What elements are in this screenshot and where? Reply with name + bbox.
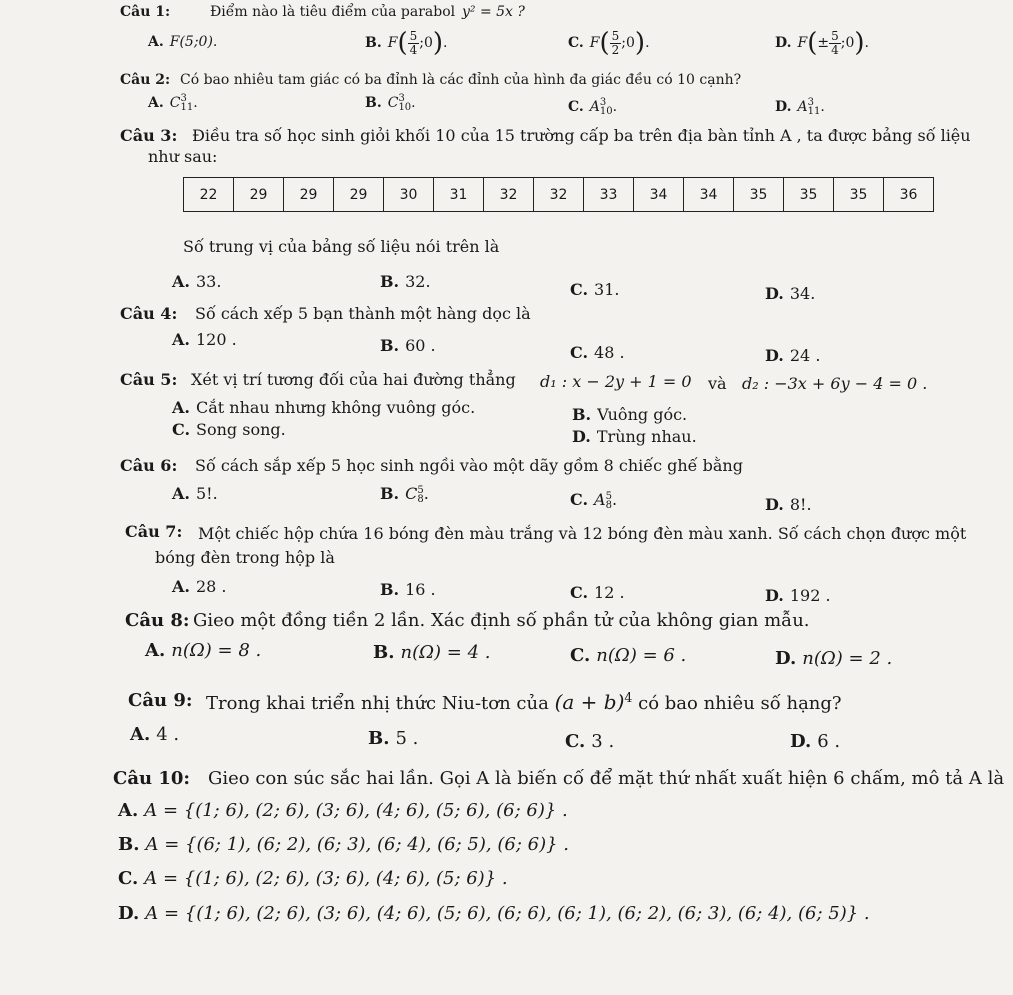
table-cell: 35 <box>784 178 834 212</box>
option-c[interactable]: C. A 5 8 . <box>570 490 618 511</box>
table-cell: 29 <box>234 178 284 212</box>
option-a[interactable]: A. 28 . <box>172 577 227 596</box>
line-d2: d₂ : −3x + 6y − 4 = 0 . <box>742 374 928 393</box>
option-c[interactable]: C. A 3 10 . <box>568 97 618 117</box>
option-b[interactable]: B. C 3 10 . <box>365 93 416 113</box>
question-text-line1: Một chiếc hộp chứa 16 bóng đèn màu trắng và 12 bóng đèn màu xanh. Số cách chọn được một <box>198 524 967 543</box>
option-d[interactable]: D. A = {(1; 6), (2; 6), (3; 6), (4; 6), (5; 6), (6; 6), (6; 1), (6; 2), (6; 3), (6; 4), (6; 5)} . <box>118 903 870 924</box>
option-b[interactable]: B. Vuông góc. <box>572 405 688 424</box>
question-text: Có bao nhiêu tam giác có ba đỉnh là các đỉnh của hình đa giác đều có 10 cạnh? <box>180 72 742 88</box>
question-text: Gieo con súc sắc hai lần. Gọi A là biến cố để mặt thứ nhất xuất hiện 6 chấm, mô tả A là <box>208 768 1005 789</box>
question-equation: y² = 5x ? <box>462 4 525 20</box>
question-number: Câu 4: <box>120 304 178 323</box>
option-b[interactable]: B. 60 . <box>380 336 436 355</box>
question-text-line2: như sau: <box>148 147 218 166</box>
option-d[interactable]: D. 34. <box>765 284 816 303</box>
option-a[interactable]: A. 5!. <box>172 484 218 503</box>
question-text: Số cách sắp xếp 5 học sinh ngồi vào một dãy gồm 8 chiếc ghế bằng <box>195 456 743 475</box>
option-a[interactable]: A. Cắt nhau nhưng không vuông góc. <box>172 398 476 417</box>
conjunction: và <box>708 374 727 393</box>
option-c[interactable]: C. 12 . <box>570 583 625 602</box>
question-text-line2: bóng đèn trong hộp là <box>155 548 335 567</box>
question-text: Gieo một đồng tiền 2 lần. Xác định số phần tử của không gian mẫu. <box>193 610 810 631</box>
option-b[interactable]: B. 32. <box>380 272 431 291</box>
table-cell: 35 <box>834 178 884 212</box>
option-d[interactable]: D. 8!. <box>765 495 812 514</box>
option-c[interactable]: C. 48 . <box>570 343 625 362</box>
option-d[interactable]: D. 6 . <box>790 731 841 752</box>
option-c[interactable]: C. 31. <box>570 280 620 299</box>
table-cell: 36 <box>884 178 934 212</box>
question-text-line1: Điều tra số học sinh giỏi khối 10 của 15 trường cấp ba trên địa bàn tỉnh A , ta được bảng số liệu <box>192 126 971 145</box>
table-cell: 30 <box>384 178 434 212</box>
question-number: Câu 1: <box>120 4 171 20</box>
option-b[interactable]: B. 16 . <box>380 580 436 599</box>
table-cell: 22 <box>184 178 234 212</box>
option-d[interactable]: D. n(Ω) = 2 . <box>775 648 893 669</box>
question-number: Câu 2: <box>120 72 171 88</box>
option-a[interactable]: A. 120 . <box>172 330 237 349</box>
table-cell: 32 <box>484 178 534 212</box>
option-d[interactable]: D. F(± $\frac{5}{4}$ ;0). <box>775 28 869 58</box>
table-cell: 31 <box>434 178 484 212</box>
option-b[interactable]: B. 5 . <box>368 728 419 749</box>
option-a[interactable]: A. F(5;0). <box>148 34 218 50</box>
question-number: Câu 8: <box>125 610 190 631</box>
table-cell: 33 <box>584 178 634 212</box>
table-cell: 35 <box>734 178 784 212</box>
question-number: Câu 5: <box>120 370 178 389</box>
data-table <box>183 177 934 212</box>
question-text: Số cách xếp 5 bạn thành một hàng dọc là <box>195 304 531 323</box>
option-c[interactable]: C. 3 . <box>565 731 615 752</box>
option-d[interactable]: D. Trùng nhau. <box>572 427 697 446</box>
table-cell: 29 <box>284 178 334 212</box>
option-b[interactable]: B. C 5 8 . <box>380 484 429 505</box>
question-number: Câu 10: <box>113 768 191 789</box>
option-a[interactable]: A. A = {(1; 6), (2; 6), (3; 6), (4; 6), (5; 6), (6; 6)} . <box>118 800 568 821</box>
option-c[interactable]: C. A = {(1; 6), (2; 6), (3; 6), (4; 6), (5; 6)} . <box>118 868 508 889</box>
table-cell: 34 <box>634 178 684 212</box>
option-b[interactable]: B. A = {(6; 1), (6; 2), (6; 3), (6; 4), (6; 5), (6; 6)} . <box>118 834 569 855</box>
question-text: Trong khai triển nhị thức Niu-tơn của $(a + b)^4$ có bao nhiêu số hạng? <box>206 690 842 714</box>
table-cell: 29 <box>334 178 384 212</box>
question-number: Câu 9: <box>128 690 193 711</box>
option-a[interactable]: A. 33. <box>172 272 222 291</box>
table-row <box>184 178 934 212</box>
question-text: Xét vị trí tương đối của hai đường thẳng <box>191 370 516 389</box>
option-d[interactable]: D. 24 . <box>765 346 821 365</box>
option-a[interactable]: A. C 3 11 . <box>148 93 198 113</box>
option-d[interactable]: D. A 3 11 . <box>775 97 825 117</box>
option-d[interactable]: D. 192 . <box>765 586 831 605</box>
option-b[interactable]: B. F( $\frac{5}{4}$ ;0). <box>365 28 448 58</box>
option-a[interactable]: A. 4 . <box>130 724 180 745</box>
question-number: Câu 6: <box>120 456 178 475</box>
question-text: Điểm nào là tiêu điểm của parabol <box>210 4 456 20</box>
line-d1: d₁ : x − 2y + 1 = 0 <box>540 372 692 391</box>
option-c[interactable]: C. n(Ω) = 6 . <box>570 645 687 666</box>
table-cell: 34 <box>684 178 734 212</box>
option-c[interactable]: C. Song song. <box>172 420 286 439</box>
question-prompt: Số trung vị của bảng số liệu nói trên là <box>183 237 500 256</box>
option-c[interactable]: C. F( $\frac{5}{2}$ ;0). <box>568 28 650 58</box>
table-cell: 32 <box>534 178 584 212</box>
question-number: Câu 3: <box>120 126 178 145</box>
question-number: Câu 7: <box>125 522 183 541</box>
option-a[interactable]: A. n(Ω) = 8 . <box>145 640 262 661</box>
option-b[interactable]: B. n(Ω) = 4 . <box>373 642 491 663</box>
